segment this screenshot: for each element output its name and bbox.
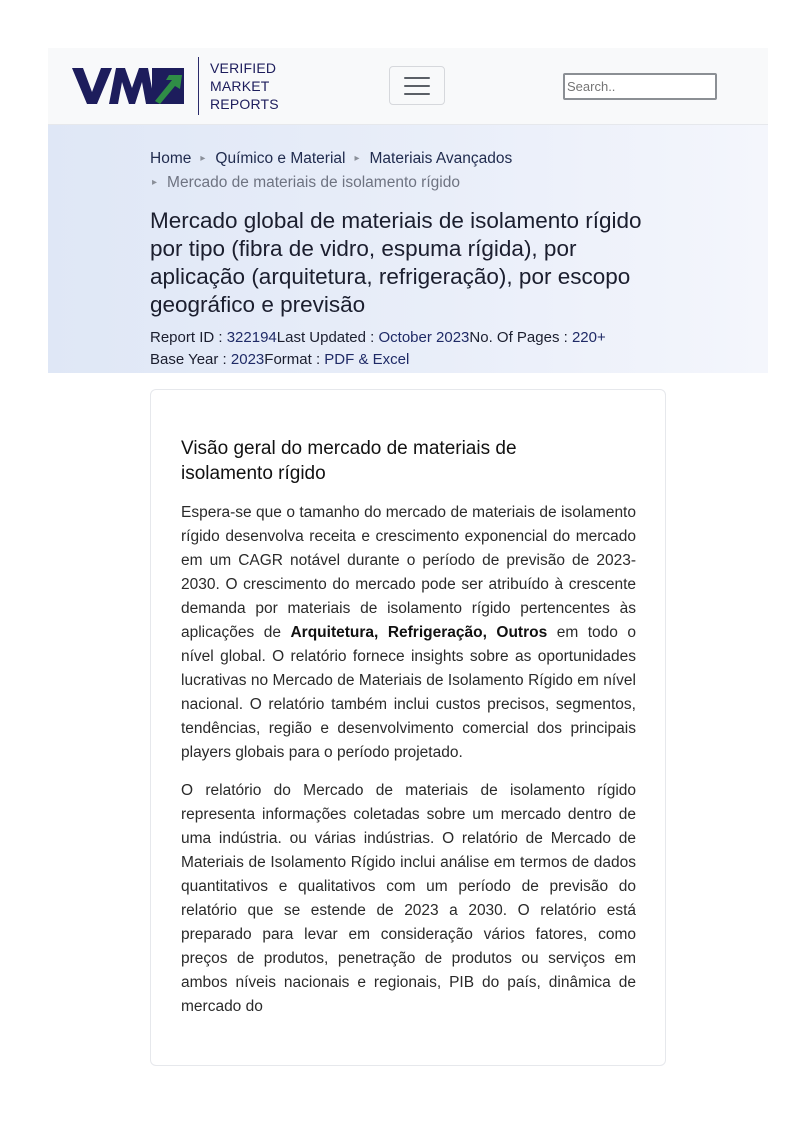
meta-row	[150, 349, 670, 371]
breadcrumb	[150, 147, 670, 195]
updated-value: October 2023	[378, 329, 470, 346]
report-id-label: Report ID :	[150, 329, 227, 346]
hamburger-line	[404, 93, 430, 95]
hamburger-line	[404, 77, 430, 79]
format-value: PDF & Excel	[324, 351, 410, 368]
page-title: Mercado global de materiais de isolamento rígido por tipo (fibra de vidro, espuma rígida), por aplicação (arquitetura, refrigeração), por escopo geográfico e previsão	[150, 208, 642, 317]
chevron-right-icon: ▸	[152, 177, 158, 188]
meta-row	[150, 327, 670, 349]
format-label: Format :	[264, 351, 325, 368]
breadcrumb-home[interactable]: Home	[150, 150, 192, 167]
logo-line-3: REPORTS	[210, 96, 279, 112]
pages-value: 220+	[571, 329, 606, 346]
report-id-value: 322194	[226, 329, 277, 346]
updated-label: Last Updated :	[276, 329, 379, 346]
breadcrumb-row	[150, 147, 670, 171]
hamburger-line	[404, 85, 430, 87]
overview-paragraph: O relatório do Mercado de materiais de isolamento rígido representa informações coletadas sobre um mercado dentro de uma indústria. ou várias indústrias. O relatório de Mercado de Materiais de Isolamento Rígido inclui análise em termos de dados quantitativos e qualitativos com um período de previsão do relatório que se estende de 2023 a 2030. O relatório está preparado para levar em consideração vários fatores, como preços de produtos, penetração de produtos ou serviços em ambos níveis nacionais e regionais, PIB do país, dinâmica de mercado do	[181, 782, 636, 1015]
chevron-right-icon: ▸	[354, 153, 360, 164]
report-meta	[150, 327, 670, 371]
logo-line-2: MARKET	[210, 78, 270, 94]
site-header	[48, 48, 768, 125]
logo-divider	[198, 57, 199, 115]
logo-line-1: VERIFIED	[210, 60, 277, 76]
hamburger-menu-button[interactable]	[389, 66, 445, 105]
breadcrumb-current: Mercado de materiais de isolamento rígido	[167, 174, 460, 191]
vmr-logo-icon	[72, 66, 184, 106]
logo-wordmark	[210, 59, 279, 113]
page	[48, 48, 768, 373]
overview-paragraph	[181, 501, 636, 765]
paragraph-text: em todo o nível global. O relatório fornece insights sobre as oportunidades lucrativas no Mercado de Materiais de Isolamento Rígido em nível nacional. O relatório também inclui custos precisos, segmentos, tendências, região e desenvolvimento comercial dos principais players globais para o período projetado.	[181, 624, 637, 761]
search-input[interactable]	[563, 73, 717, 100]
report-hero	[48, 125, 768, 373]
pages-label: No. Of Pages :	[469, 329, 572, 346]
base-year-value: 2023	[230, 351, 265, 368]
overview-body	[181, 501, 636, 1033]
overview-heading: Visão geral do mercado de materiais de isolamento rígido	[181, 438, 517, 484]
base-year-label: Base Year :	[150, 351, 231, 368]
applications-bold: Arquitetura, Refrigeração, Outros	[290, 624, 548, 641]
breadcrumb-row	[150, 171, 670, 195]
logo[interactable]	[72, 57, 279, 115]
paragraph-text: Espera-se que o tamanho do mercado de materiais de isolamento rígido desenvolva receita e crescimento exponencial do mercado em um CAGR notável durante o período de previsão de 2023-2030. O crescimento do mercado pode ser atribuído à crescente demanda por materiais de isolamento rígido pertencentes às aplicações de	[181, 504, 636, 641]
breadcrumb-advanced-materials[interactable]: Materiais Avançados	[369, 150, 513, 167]
breadcrumb-chemical-material[interactable]: Químico e Material	[215, 150, 346, 167]
overview-card	[150, 389, 666, 1066]
chevron-right-icon: ▸	[200, 153, 206, 164]
